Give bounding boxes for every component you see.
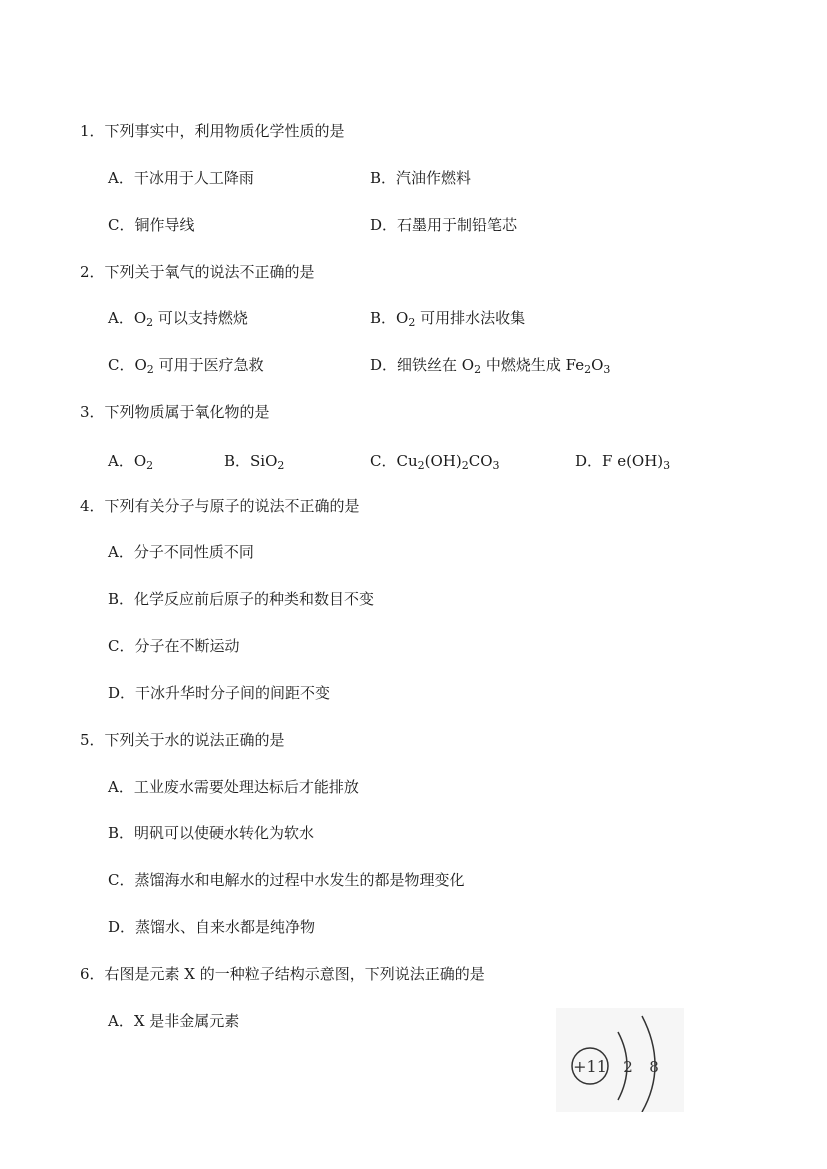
question-2-option-b: B．$O_2$ 可用排水法收集 [370,309,526,329]
particle-structure-diagram [556,1008,684,1112]
nucleus-charge: +11 [573,1057,607,1076]
question-3-option-a: A．$O_2$ [108,452,154,472]
question-5-option-d: D．蒸馏水、自来水都是纯净物 [108,918,316,936]
question-4-option-b: B．化学反应前后原子的种类和数目不变 [108,590,375,608]
question-1-option-d: D．石墨用于制铅笔芯 [370,216,518,234]
question-5-option-c: C．蒸馏海水和电解水的过程中水发生的都是物理变化 [108,871,465,889]
question-4-option-a: A．分子不同性质不同 [108,543,254,561]
question-4-option-d: D．干冰升华时分子间的间距不变 [108,684,331,702]
question-6-option-a: A．X 是非金属元素 [108,1012,240,1030]
question-5-stem: 5．下列关于水的说法正确的是 [80,731,285,749]
question-5-option-b: B．明矾可以使硬水转化为软水 [108,824,315,842]
question-1-option-b: B．汽油作燃料 [370,169,472,187]
question-3-option-c: C．$Cu_2(OH)_2CO_3$ [370,452,500,472]
question-3-stem: 3．下列物质属于氧化物的是 [80,403,270,421]
question-3-option-d: D．F $e(OH)_3$ [575,452,671,472]
question-4-stem: 4．下列有关分子与原子的说法不正确的是 [80,497,360,515]
question-2-option-d: D．细铁丝在 $O_2$ 中燃烧生成 $Fe_2O_3$ [370,356,611,376]
question-1-stem: 1．下列事实中，利用物质化学性质的是 [80,122,345,140]
question-5-option-a: A．工业废水需要处理达标后才能排放 [108,778,359,796]
question-6-stem: 6．右图是元素 X 的一种粒子结构示意图，下列说法正确的是 [80,965,485,983]
question-1-option-a: A．干冰用于人工降雨 [108,169,254,187]
question-2-option-a: A．$O_2$ 可以支持燃烧 [108,309,248,329]
question-4-option-c: C．分子在不断运动 [108,637,240,655]
question-1-option-c: C．铜作导线 [108,216,195,234]
question-3-option-b: B．SiO$_2$ [224,452,285,472]
outer-shell-electrons: 8 [649,1058,659,1076]
question-2-stem: 2．下列关于氧气的说法不正确的是 [80,263,315,281]
question-2-option-c: C．$O_2$ 可用于医疗急救 [108,356,264,376]
inner-shell-electrons: 2 [623,1058,633,1076]
